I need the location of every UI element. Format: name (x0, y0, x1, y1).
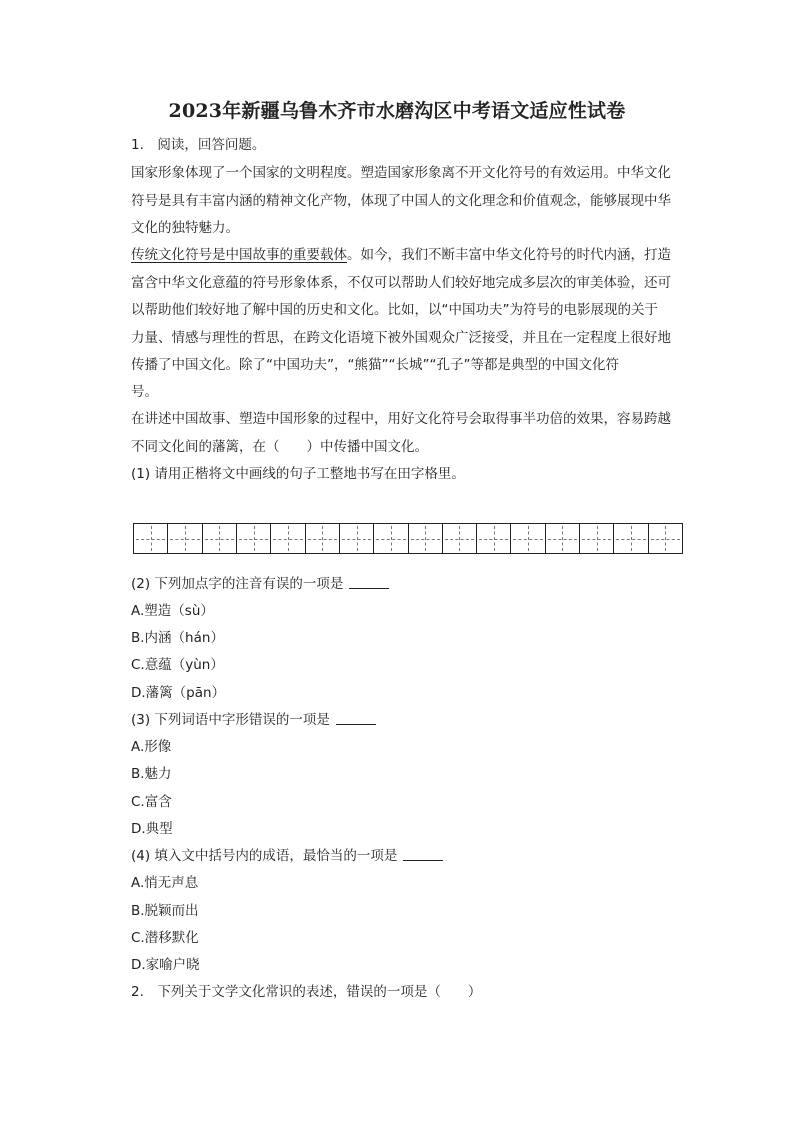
grid-cell[interactable] (134, 524, 168, 553)
grid-cell[interactable] (306, 524, 340, 553)
page-title: 2023年新疆乌鲁木齐市水磨沟区中考语文适应性试卷 (168, 100, 626, 122)
tianzige-writing-grid[interactable] (133, 523, 683, 554)
grid-cell[interactable] (340, 524, 374, 553)
underlined-sentence: 传统文化符号是中国故事的重要载体 (131, 247, 347, 263)
option-c[interactable]: C.富含 (131, 794, 172, 810)
grid-cell[interactable] (649, 524, 682, 553)
passage-line: 不同文化间的藩篱，在（ ）中传播中国文化。 (131, 439, 428, 455)
subquestion-1: (1) 请用正楷将文中画线的句子工整地书写在田字格里。 (131, 466, 465, 482)
answer-blank[interactable] (336, 712, 376, 725)
grid-cell[interactable] (546, 524, 580, 553)
passage-line: 力量、情感与理性的哲思，在跨文化语境下被外国观众广泛接受，并且在一定程度上很好地 (131, 330, 671, 346)
subquestion-4 (131, 846, 691, 866)
question-1-header: 1. 阅读，回答问题。 (131, 137, 266, 153)
subquestion-3 (131, 710, 691, 730)
grid-cell[interactable] (443, 524, 477, 553)
grid-cell[interactable] (271, 524, 305, 553)
grid-cell[interactable] (409, 524, 443, 553)
option-d[interactable]: D.藩篱（pān） (131, 685, 226, 701)
passage-line: 文化的独特魅力。 (131, 220, 239, 236)
grid-cell[interactable] (580, 524, 614, 553)
subquestion-2-stem: (2) 下列加点字的注音有误的一项是 (131, 576, 344, 592)
passage-line: 国家形象体现了一个国家的文明程度。塑造国家形象离不开文化符号的有效运用。中华文化 (131, 165, 671, 181)
subquestion-2 (131, 574, 691, 594)
subquestion-4-stem: (4) 填入文中括号内的成语，最恰当的一项是 (131, 848, 398, 864)
grid-cell[interactable] (511, 524, 545, 553)
option-b[interactable]: B.内涵（hán） (131, 630, 224, 646)
option-b[interactable]: B.魅力 (131, 766, 172, 782)
subquestion-3-stem: (3) 下列词语中字形错误的一项是 (131, 712, 330, 728)
option-a[interactable]: A.形像 (131, 739, 172, 755)
grid-cell[interactable] (203, 524, 237, 553)
passage-text: 。如今，我们不断丰富中华文化符号的时代内涵，打造 (347, 247, 671, 263)
passage-line: 号。 (131, 384, 158, 400)
option-d[interactable]: D.典型 (131, 821, 173, 837)
passage-line: 富含中华文化意蕴的符号形象体系，不仅可以帮助人们较好地完成多层次的审美体验，还可 (131, 275, 671, 291)
option-d[interactable]: D.家喻户晓 (131, 957, 200, 973)
grid-cell[interactable] (168, 524, 202, 553)
grid-cell[interactable] (374, 524, 408, 553)
question-2-header: 2. 下列关于文学文化常识的表述，错误的一项是（ ） (131, 984, 482, 1000)
grid-cell[interactable] (614, 524, 648, 553)
grid-cell[interactable] (237, 524, 271, 553)
option-a[interactable]: A.塑造（sù） (131, 603, 214, 619)
option-b[interactable]: B.脱颖而出 (131, 903, 199, 919)
option-a[interactable]: A.悄无声息 (131, 875, 199, 891)
passage-line: 以帮助他们较好地了解中国的历史和文化。比如，以“中国功夫”为符号的电影展现的关于 (131, 302, 658, 318)
option-c[interactable]: C.意蕴（yùn） (131, 657, 224, 673)
passage-line: 在讲述中国故事、塑造中国形象的过程中，用好文化符号会取得事半功倍的效果，容易跨越 (131, 411, 671, 427)
answer-blank[interactable] (403, 848, 443, 861)
passage-line: 传播了中国文化。除了“中国功夫”，“熊猫”“长城”“孔子”等都是典型的中国文化符 (131, 357, 619, 373)
grid-cell[interactable] (477, 524, 511, 553)
passage-line (131, 245, 691, 265)
option-c[interactable]: C.潜移默化 (131, 930, 199, 946)
passage-line: 符号是具有丰富内涵的精神文化产物，体现了中国人的文化理念和价值观念，能够展现中华 (131, 193, 671, 209)
answer-blank[interactable] (349, 576, 389, 589)
